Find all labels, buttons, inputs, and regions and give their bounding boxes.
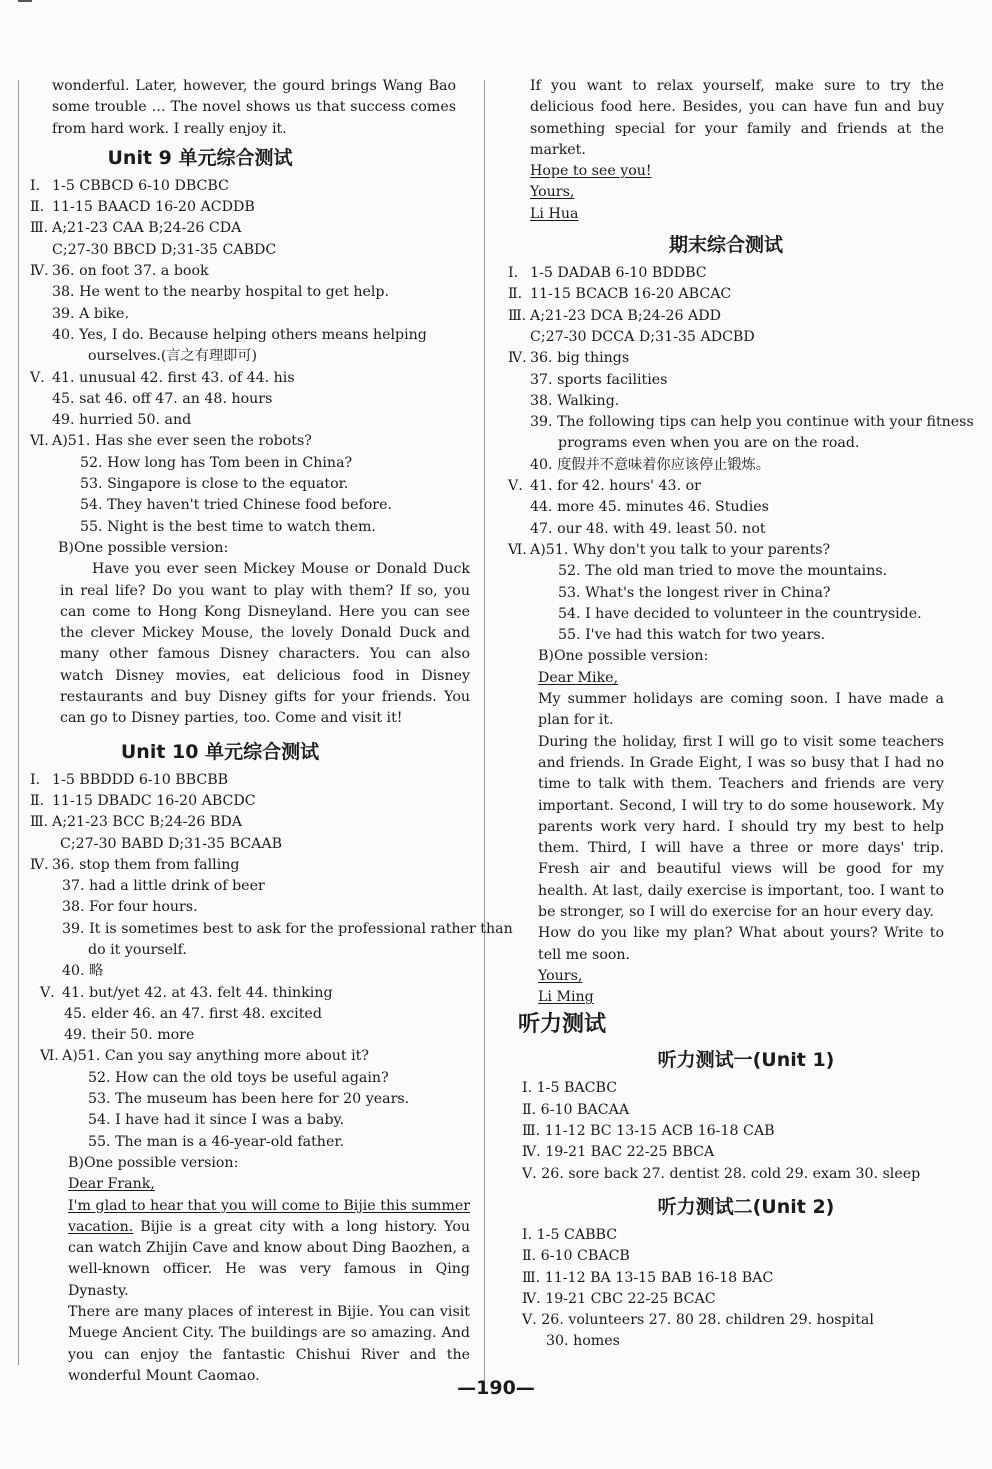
listening-section-title: 听力测试 [518, 1012, 607, 1038]
unit10-part3b: C;27-30 BABD D;31-35 BCAAB [60, 835, 283, 852]
final-q52: 52. The old man tried to move the mountains. [558, 563, 888, 580]
listening-test1-title: 听力测试一(Unit 1) [657, 1049, 835, 1072]
unit10-part1: Ⅰ. 1-5 BBDDD 6-10 BBCBB [30, 771, 229, 788]
right-column [508, 76, 974, 1353]
unit9-q55: 55. Night is the best time to watch them. [80, 518, 376, 535]
center-divider [484, 80, 485, 1380]
final-version-label: B)One possible version: [538, 648, 709, 665]
listening2-row: Ⅰ. 1-5 CABBC [522, 1226, 618, 1243]
final-q53: 53. What's the longest river in China? [558, 584, 831, 601]
unit10-greeting: Dear Frank, [68, 1176, 155, 1193]
unit9-part3: Ⅲ. A;21-23 CAA B;24-26 CDA [30, 220, 242, 237]
unit10-paragraph2: There are many places of interest in Bijie. You can visit Muege Ancient City. The buildings are so amazing. And you can enjoy the fantastic Chishui River and the wonderful Mount Caomao. [68, 1304, 470, 1384]
listening2-row: Ⅱ. 6-10 CBACB [522, 1248, 630, 1265]
unit10-q38: 38. For four hours. [62, 899, 198, 916]
final-part1: Ⅰ. 1-5 DADAB 6-10 BDDBC [508, 265, 707, 282]
unit10-q39a: 39. It is sometimes best to ask for the professional rather than [62, 920, 513, 937]
unit9-q40b: ourselves.(言之有理即可) [88, 348, 258, 365]
unit9-version-label: B)One possible version: [58, 539, 229, 556]
final-yours: Yours, [538, 967, 583, 984]
unit10-q53: 53. The museum has been here for 20 years. [88, 1091, 410, 1108]
hope-line: Hope to see you! [530, 163, 652, 180]
unit10-opening-underlined: I'm glad to hear that you will come to Bijie this summer vacation. [68, 1197, 470, 1235]
final-signature: Li Ming [538, 989, 594, 1006]
unit10-q37: 37. had a little drink of beer [62, 878, 265, 895]
listening2-row: Ⅲ. 11-12 BA 13-15 BAB 16-18 BAC [522, 1269, 774, 1286]
unit9-q53: 53. Singapore is close to the equator. [80, 476, 349, 493]
unit9-q39: 39. A bike. [52, 305, 129, 322]
final-letter [508, 668, 944, 1009]
unit10-letter [30, 1174, 470, 1387]
left-margin-rule [18, 80, 19, 1365]
unit9-part5b: 45. sat 46. off 47. an 48. hours [52, 390, 273, 407]
unit10-title: Unit 10 单元综合测试 [120, 740, 320, 763]
unit9-part5c: 49. hurried 50. and [52, 412, 192, 429]
page-number: —190— [457, 1377, 535, 1399]
listening-test1-answers [508, 1078, 944, 1184]
final-q55: 55. I've had this watch for two years. [558, 627, 826, 644]
unit9-q54: 54. They haven't tried Chinese food before. [80, 497, 392, 514]
final-test-title: 期末综合测试 [668, 234, 783, 257]
unit10-q55: 55. The man is a 46-year-old father. [88, 1133, 345, 1150]
final-part5: Ⅴ. 41. for 42. hours' 43. or [508, 478, 701, 495]
listening1-row: Ⅴ. 26. sore back 27. dentist 28. cold 29. exam 30. sleep [522, 1165, 921, 1182]
unit10-version-label: B)One possible version: [68, 1154, 239, 1171]
final-q39b: programs even when you are on the road. [558, 435, 860, 452]
corner-mark [18, 0, 32, 2]
unit9-part3b: C;27-30 BBCD D;31-35 CABDC [52, 241, 277, 258]
unit9-essay: Have you ever seen Mickey Mouse or Donald Duck in real life? Do you want to play with them? If so, you can come to Hong Kong Disneyland. Here you can see the clever Mickey Mouse, the lovely Donald Duck and many other famous Disney characters. You can also watch Disney movies, eat delicious food in Disney restaurants and buy Disney gifts for your friends. You can go to Disney parties, too. Come and visit it! [60, 561, 470, 727]
yours-line: Yours, [530, 184, 575, 201]
unit9-part5: Ⅴ. 41. unusual 42. first 43. of 44. his [30, 369, 295, 386]
listening1-row: Ⅰ. 1-5 BACBC [522, 1080, 618, 1097]
unit10-q54: 54. I have had it since I was a baby. [88, 1112, 345, 1129]
unit10-part5: Ⅴ. 41. but/yet 42. at 43. felt 44. thinking [40, 984, 333, 1001]
unit10-q40: 40. 略 [62, 963, 104, 980]
unit10-paragraph1: Bijie is a great city with a long history. You can watch Zhijin Cave and know about Ding Baozhen, a well-known officer. He was very famous in Qing Dynasty. [68, 1218, 470, 1299]
unit10-q39b: do it yourself. [88, 941, 187, 958]
listening1-row: Ⅱ. 6-10 BACAA [522, 1101, 630, 1118]
left-column [30, 76, 513, 1387]
unit9-q38: 38. He went to the nearby hospital to get help. [52, 284, 390, 301]
final-q38: 38. Walking. [530, 392, 620, 409]
unit10-part5b: 45. elder 46. an 47. first 48. excited [64, 1005, 322, 1022]
listening1-row: Ⅲ. 11-12 BC 13-15 ACB 16-18 CAB [522, 1123, 775, 1140]
unit10-q52: 52. How can the old toys be useful again? [88, 1069, 389, 1086]
listening2-row: Ⅴ. 26. volunteers 27. 80 28. children 29. hospital [522, 1312, 874, 1329]
final-q40: 40. 度假并不意味着你应该停止锻炼。 [530, 456, 770, 473]
unit10-part3: Ⅲ. A;21-23 BCC B;24-26 BDA [30, 814, 243, 831]
final-greeting: Dear Mike, [538, 669, 619, 686]
listening1-row: Ⅳ. 19-21 BAC 22-25 BBCA [522, 1144, 715, 1161]
listening-test2-title: 听力测试二(Unit 2) [657, 1195, 835, 1218]
unit9-part1: Ⅰ. 1-5 CBBCD 6-10 DBCBC [30, 177, 229, 194]
final-paragraph2: During the holiday, first I will go to visit some teachers and friends. In Grade Eight, I was so busy that I had no time to talk with them. Teachers and friends are very important. Second, I will try to do some housework. My parents work very hard. I should try my best to help them. Third, I will have a three or more days' trip. Fresh air and beautiful views will be good for my health. At last, daily exercise is important, too. I want to be stronger, so I will do exercise for an hour every day. [538, 733, 944, 920]
final-part3: Ⅲ. A;21-23 DCA B;24-26 ADD [508, 307, 722, 324]
unit9-part4: Ⅳ. 36. on foot 37. a book [30, 263, 209, 280]
unit10-part6: Ⅵ. A)51. Can you say anything more about it? [40, 1048, 369, 1065]
final-part4: Ⅳ. 36. big things [508, 350, 630, 367]
final-q39a: 39. The following tips can help you continue with your fitness [530, 414, 974, 431]
listening2-row-last: 30. homes [546, 1333, 620, 1350]
listening2-row: Ⅳ. 19-21 CBC 22-25 BCAC [522, 1290, 716, 1307]
unit10-part4: Ⅳ. 36. stop them from falling [30, 856, 240, 873]
final-part2: Ⅱ. 11-15 BCACB 16-20 ABCAC [508, 286, 732, 303]
listening-test2-answers [508, 1225, 944, 1353]
unit9-q52: 52. How long has Tom been in China? [80, 454, 353, 471]
unit10-part2: Ⅱ. 11-15 DBADC 16-20 ABCDC [30, 792, 256, 809]
final-paragraph3: How do you like my plan? What about yours? Write to tell me soon. [538, 925, 944, 963]
unit9-part6: Ⅵ. A)51. Has she ever seen the robots? [30, 433, 312, 450]
final-part5c: 47. our 48. with 49. least 50. not [530, 520, 766, 537]
signature-li-hua: Li Hua [530, 205, 579, 222]
unit9-q40a: 40. Yes, I do. Because helping others means helping [52, 326, 427, 343]
unit9-title: Unit 9 单元综合测试 [107, 146, 293, 169]
unit10-part5c: 49. their 50. more [64, 1027, 195, 1044]
final-q37: 37. sports facilities [530, 371, 668, 388]
final-q54: 54. I have decided to volunteer in the countryside. [558, 605, 922, 622]
final-part6: Ⅵ. A)51. Why don't you talk to your parents? [508, 541, 831, 558]
final-part5b: 44. more 45. minutes 46. Studies [530, 499, 769, 516]
unit9-part2: Ⅱ. 11-15 BAACD 16-20 ACDDB [30, 199, 255, 216]
intro-paragraph: wonderful. Later, however, the gourd brings Wang Bao some trouble … The novel shows us that success comes from hard work. I really enjoy it. [52, 78, 456, 137]
final-part3b: C;27-30 DCCA D;31-35 ADCBD [530, 328, 755, 345]
final-paragraph1: My summer holidays are coming soon. I have made a plan for it. [538, 691, 944, 729]
letter-continuation: If you want to relax yourself, make sure to try the delicious food here. Besides, you can have fun and buy something special for your family and friends at the market. [530, 78, 944, 158]
